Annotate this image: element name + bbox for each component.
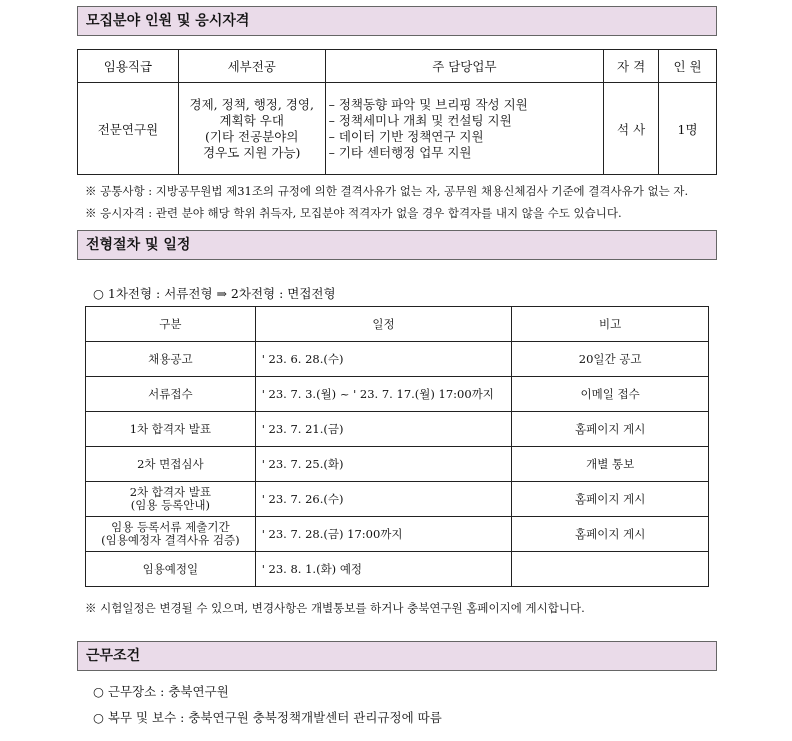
col-header-rank: 임용직급	[78, 50, 179, 83]
row-label-line: (임용예정자 결격사유 검증)	[101, 533, 240, 547]
col-header-remark: 비고	[512, 307, 709, 342]
section-header-work-conditions: 근무조건	[77, 641, 717, 671]
row-label: 임용예정일	[86, 552, 256, 587]
duty-line: – 기타 센터행정 업무 지원	[328, 144, 472, 160]
duties-cell	[325, 83, 604, 175]
row-remark: 개별 통보	[512, 447, 709, 482]
count-cell: 1명	[659, 83, 717, 175]
row-date: ' 23. 7. 25.(화)	[255, 447, 512, 482]
eligibility-note: ※ 응시자격 : 관련 분야 해당 학위 취득자, 모집분야 적격자가 없을 경우 합격자를 내지 않을 수도 있습니다.	[85, 206, 622, 220]
table-row	[78, 83, 717, 175]
row-label: 채용공고	[86, 342, 256, 377]
table-header-row	[78, 50, 717, 83]
table-row	[86, 412, 709, 447]
row-label-line: 임용 등록서류 제출기간	[111, 520, 230, 534]
row-label: 서류접수	[86, 377, 256, 412]
major-line: 경제, 정책, 행정, 경영,	[189, 96, 314, 112]
row-label	[86, 517, 256, 552]
row-label-line: (임용 등록안내)	[130, 498, 210, 512]
row-remark: 홈페이지 게시	[512, 412, 709, 447]
row-label: 1차 합격자 발표	[86, 412, 256, 447]
common-requirement-note: ※ 공통사항 : 지방공무원법 제31조의 규정에 의한 결격사유가 없는 자, 공무원 채용신체검사 기준에 결격사유가 없는 자.	[85, 184, 689, 198]
qualification-cell: 석 사	[604, 83, 659, 175]
row-date: ' 23. 6. 28.(수)	[255, 342, 512, 377]
duty-line: – 정책동향 파악 및 브리핑 작성 지원	[328, 96, 528, 112]
rank-cell: 전문연구원	[78, 83, 179, 175]
schedule-table	[85, 306, 709, 587]
row-date: ' 23. 7. 26.(수)	[255, 482, 512, 517]
table-row	[86, 482, 709, 517]
col-header-count: 인 원	[659, 50, 717, 83]
row-remark	[512, 552, 709, 587]
row-remark: 20일간 공고	[512, 342, 709, 377]
row-remark: 홈페이지 게시	[512, 482, 709, 517]
row-remark: 홈페이지 게시	[512, 517, 709, 552]
table-row	[86, 447, 709, 482]
row-date: ' 23. 7. 21.(금)	[255, 412, 512, 447]
process-line: ○ 1차전형 : 서류전형 ⇒ 2차전형 : 면접전형	[93, 286, 336, 301]
table-row	[86, 552, 709, 587]
major-cell	[178, 83, 325, 175]
service-pay-line: ○ 복무 및 보수 : 충북연구원 충북정책개발센터 관리규정에 따름	[93, 710, 442, 725]
major-line: 경우도 지원 가능)	[203, 144, 301, 160]
row-date: ' 23. 7. 28.(금) 17:00까지	[255, 517, 512, 552]
major-line: 계획학 우대	[219, 112, 284, 128]
row-label: 2차 면접심사	[86, 447, 256, 482]
table-header-row	[86, 307, 709, 342]
major-line: (기타 전공분야의	[205, 128, 299, 144]
row-date: ' 23. 8. 1.(화) 예정	[255, 552, 512, 587]
row-label	[86, 482, 256, 517]
table-row	[86, 342, 709, 377]
row-label-line: 2차 합격자 발표	[129, 485, 211, 499]
schedule-change-note: ※ 시험일정은 변경될 수 있으며, 변경사항은 개별통보를 하거나 충북연구원 홈페이지에 게시합니다.	[85, 601, 585, 615]
col-header-category: 구분	[86, 307, 256, 342]
section-header-recruitment: 모집분야 인원 및 응시자격	[77, 6, 717, 36]
recruitment-table	[77, 49, 717, 175]
duty-line: – 정책세미나 개최 및 컨설팅 지원	[328, 112, 512, 128]
col-header-duties: 주 담당업무	[325, 50, 604, 83]
col-header-qualification: 자 격	[604, 50, 659, 83]
col-header-date: 일정	[255, 307, 512, 342]
row-date: ' 23. 7. 3.(월) ~ ' 23. 7. 17.(월) 17:00까지	[255, 377, 512, 412]
section-header-schedule: 전형절차 및 일정	[77, 230, 717, 260]
duty-line: – 데이터 기반 정책연구 지원	[328, 128, 484, 144]
work-location-line: ○ 근무장소 : 충북연구원	[93, 684, 229, 699]
col-header-major: 세부전공	[178, 50, 325, 83]
row-remark: 이메일 접수	[512, 377, 709, 412]
table-row	[86, 517, 709, 552]
table-row	[86, 377, 709, 412]
